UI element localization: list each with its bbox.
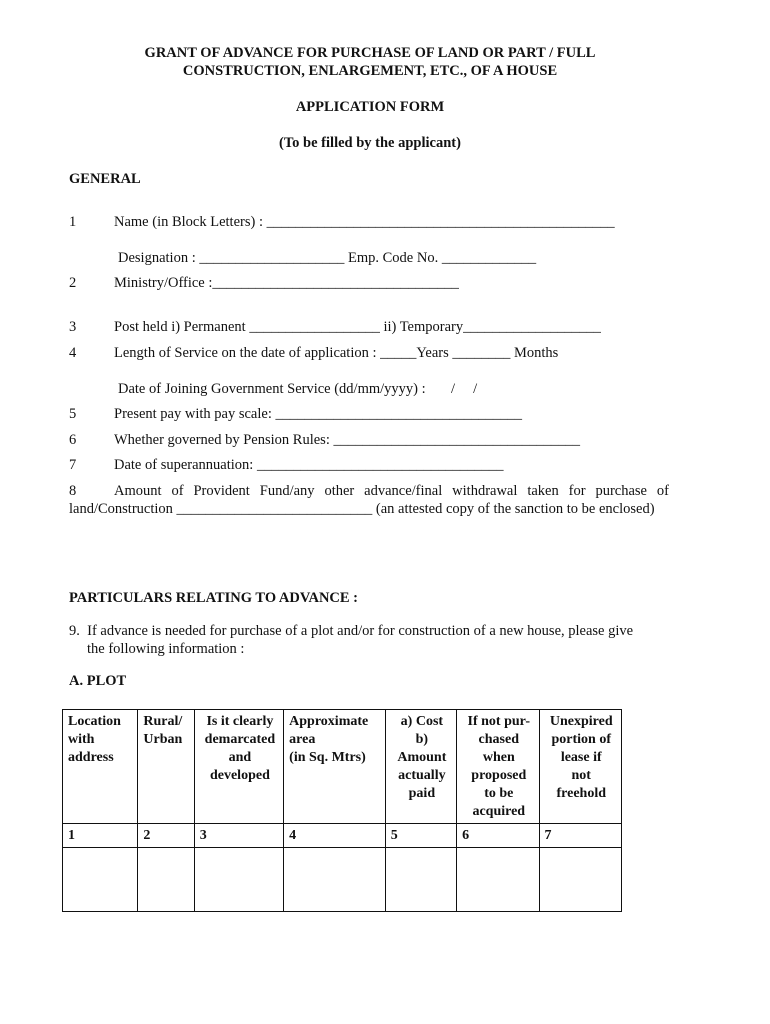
item-number: 2 bbox=[69, 275, 77, 291]
column-header-area: Approximate area (in Sq. Mtrs) bbox=[284, 710, 386, 824]
column-header-cost: a) Cost b) Amount actually paid bbox=[385, 710, 456, 824]
item-number: 3 bbox=[69, 319, 77, 335]
location-entry-cell[interactable] bbox=[63, 848, 138, 912]
present-pay-field[interactable]: Present pay with pay scale: __________________________________ bbox=[114, 406, 522, 422]
item-8-paragraph[interactable] bbox=[69, 482, 669, 518]
plot-heading: A. PLOT bbox=[69, 673, 127, 689]
rural-urban-entry-cell[interactable] bbox=[138, 848, 194, 912]
cost-entry-cell[interactable] bbox=[385, 848, 456, 912]
table-entry-row bbox=[63, 848, 622, 912]
provident-fund-text: Amount of Provident Fund/any other advance/final withdrawal taken for purchase of land/Construction ___________________________ (an attested copy of the sanction to be enclosed) bbox=[69, 483, 669, 517]
table-number-row bbox=[63, 824, 622, 848]
general-heading: GENERAL bbox=[69, 171, 141, 187]
item-number: 8 bbox=[69, 483, 77, 499]
lease-entry-cell[interactable] bbox=[539, 848, 622, 912]
item-number: 7 bbox=[69, 457, 77, 473]
acquisition-entry-cell[interactable] bbox=[457, 848, 539, 912]
ministry-office-field[interactable]: Ministry/Office :__________________________________ bbox=[114, 275, 459, 291]
item-9-line-2: the following information : bbox=[87, 641, 245, 657]
column-header-lease: Unexpired portion of lease if not freehold bbox=[539, 710, 622, 824]
column-number: 4 bbox=[284, 824, 386, 848]
column-number: 6 bbox=[457, 824, 539, 848]
column-number: 1 bbox=[63, 824, 138, 848]
column-header-demarcated: Is it clearly demarcated and developed bbox=[194, 710, 283, 824]
form-title-line-1: GRANT OF ADVANCE FOR PURCHASE OF LAND OR PART / FULL bbox=[144, 45, 596, 61]
demarcated-entry-cell[interactable] bbox=[194, 848, 283, 912]
item-number: 5 bbox=[69, 406, 77, 422]
post-held-field[interactable]: Post held i) Permanent __________________ ii) Temporary___________________ bbox=[114, 319, 601, 335]
pension-rules-field[interactable]: Whether governed by Pension Rules: __________________________________ bbox=[114, 432, 580, 448]
length-of-service-field[interactable]: Length of Service on the date of application : _____Years ________ Months bbox=[114, 345, 559, 361]
column-header-acquisition: If not pur- chased when proposed to be acquired bbox=[457, 710, 539, 824]
form-subtitle: (To be filled by the applicant) bbox=[279, 135, 461, 151]
item-number: 4 bbox=[69, 345, 77, 361]
item-number: 1 bbox=[69, 214, 77, 230]
particulars-heading: PARTICULARS RELATING TO ADVANCE : bbox=[69, 590, 359, 606]
application-form-heading: APPLICATION FORM bbox=[295, 99, 445, 115]
area-entry-cell[interactable] bbox=[284, 848, 386, 912]
form-title-line-2: CONSTRUCTION, ENLARGEMENT, ETC., OF A HOUSE bbox=[182, 63, 558, 79]
column-number: 5 bbox=[385, 824, 456, 848]
column-number: 7 bbox=[539, 824, 622, 848]
designation-field[interactable]: Designation : ____________________ Emp. Code No. _____________ bbox=[118, 250, 537, 266]
column-header-location: Location with address bbox=[63, 710, 138, 824]
date-of-joining-field[interactable]: Date of Joining Government Service (dd/mm/yyyy) : / / bbox=[118, 381, 478, 397]
plot-table bbox=[62, 709, 622, 912]
column-number: 2 bbox=[138, 824, 194, 848]
superannuation-field[interactable]: Date of superannuation: __________________________________ bbox=[114, 457, 504, 473]
table-header-row bbox=[63, 710, 622, 824]
item-number: 6 bbox=[69, 432, 77, 448]
name-field[interactable]: Name (in Block Letters) : ________________________________________________ bbox=[114, 214, 615, 230]
item-9-line-1: 9. If advance is needed for purchase of a plot and/or for construction of a new house, please give bbox=[69, 623, 634, 639]
column-number: 3 bbox=[194, 824, 283, 848]
column-header-rural-urban: Rural/ Urban bbox=[138, 710, 194, 824]
